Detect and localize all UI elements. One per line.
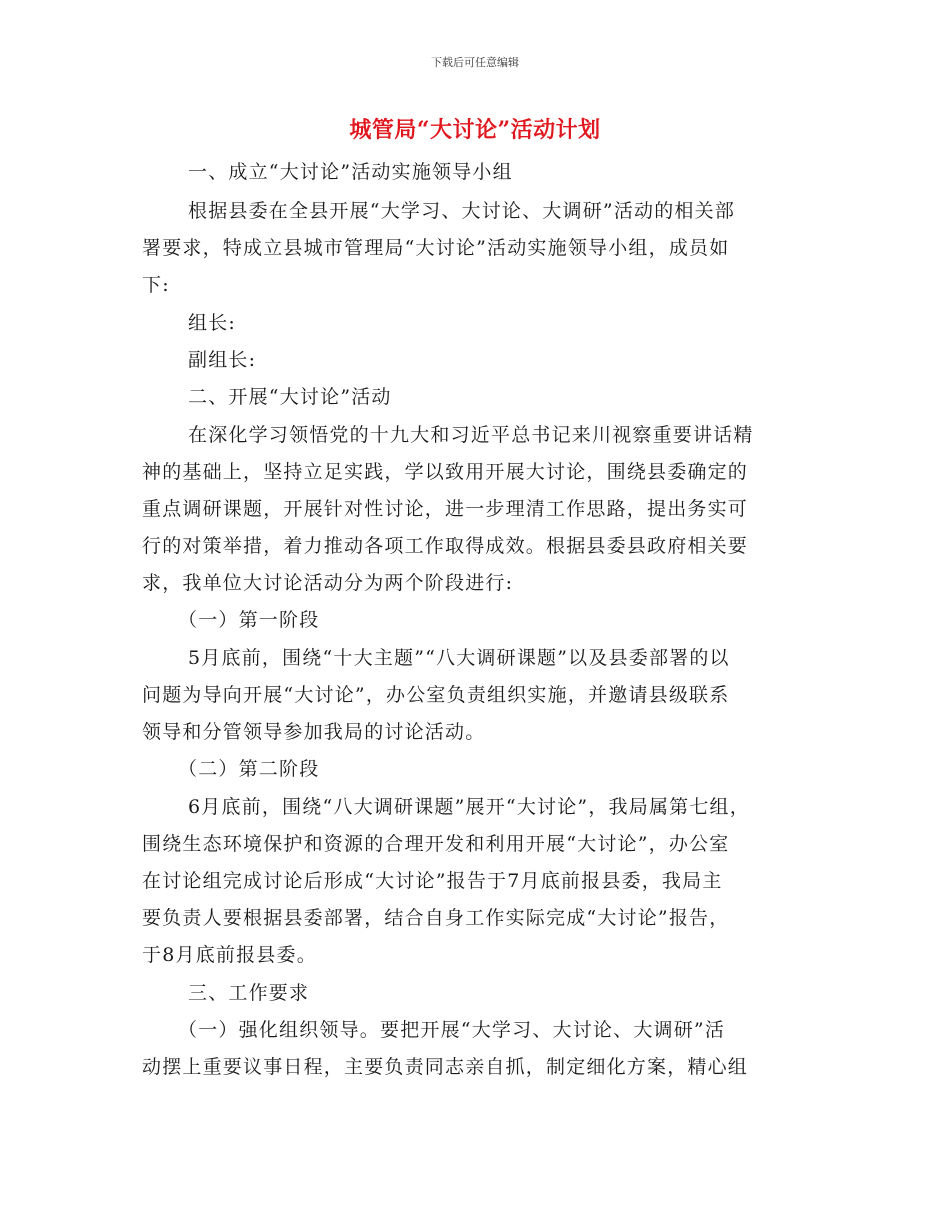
paragraph-line: 动摆上重要议事日程，主要负责同志亲自抓，制定细化方案，精心组 bbox=[142, 1056, 749, 1078]
group-leader-label: 组长: bbox=[188, 312, 237, 334]
paragraph-line: 要负责人要根据县委部署，结合自身工作实际完成“大讨论”报告， bbox=[142, 907, 730, 929]
paragraph-line: 5月底前，围绕“十大主题”“八大调研课题”以及县委部署的以 bbox=[188, 647, 730, 669]
section-heading-3: 三、工作要求 bbox=[188, 982, 310, 1004]
paragraph-line: 围绕生态环境保护和资源的合理开发和利用开展“大讨论”，办公室 bbox=[142, 833, 730, 855]
paragraph-line: 行的对策举措，着力推动各项工作取得成效。根据县委县政府相关要 bbox=[142, 535, 749, 557]
deputy-leader-label: 副组长: bbox=[188, 349, 257, 371]
paragraph-line: 神的基础上，坚持立足实践，学以致用开展大讨论，围绕县委确定的 bbox=[142, 461, 749, 483]
section-heading-1: 一、成立“大讨论”活动实施领导小组 bbox=[188, 161, 513, 183]
document-title: 城管局“大讨论”活动计划 bbox=[349, 117, 601, 143]
paragraph-line: 下: bbox=[142, 274, 170, 296]
header-note: 下载后可任意编辑 bbox=[431, 56, 519, 69]
paragraph-line: 重点调研课题，开展针对性讨论，进一步理清工作思路，提出务实可 bbox=[142, 498, 749, 520]
stage-heading-1: （一）第一阶段 bbox=[178, 609, 320, 631]
paragraph-line: 问题为导向开展“大讨论”，办公室负责组织实施，并邀请县级联系 bbox=[142, 684, 730, 706]
paragraph-line: 在讨论组完成讨论后形成“大讨论”报告于7月底前报县委，我局主 bbox=[142, 870, 723, 892]
paragraph-line: 求，我单位大讨论活动分为两个阶段进行: bbox=[142, 572, 514, 594]
paragraph-line: 6月底前，围绕“八大调研课题”展开“大讨论”，我局属第七组， bbox=[188, 796, 750, 818]
paragraph-line: （一）强化组织领导。要把开展“大学习、大讨论、大调研”活 bbox=[178, 1019, 726, 1041]
paragraph-line: 根据县委在全县开展“大学习、大讨论、大调研”活动的相关部 bbox=[188, 200, 736, 222]
section-heading-2: 二、开展“大讨论”活动 bbox=[188, 386, 392, 408]
paragraph-line: 在深化学习领悟党的十九大和习近平总书记来川视察重要讲话精 bbox=[188, 424, 754, 446]
paragraph-line: 领导和分管领导参加我局的讨论活动。 bbox=[142, 721, 486, 743]
paragraph-line: 署要求，特成立县城市管理局“大讨论”活动实施领导小组，成员如 bbox=[142, 237, 730, 259]
stage-heading-2: （二）第二阶段 bbox=[178, 758, 320, 780]
paragraph-line: 于8月底前报县委。 bbox=[142, 944, 317, 966]
